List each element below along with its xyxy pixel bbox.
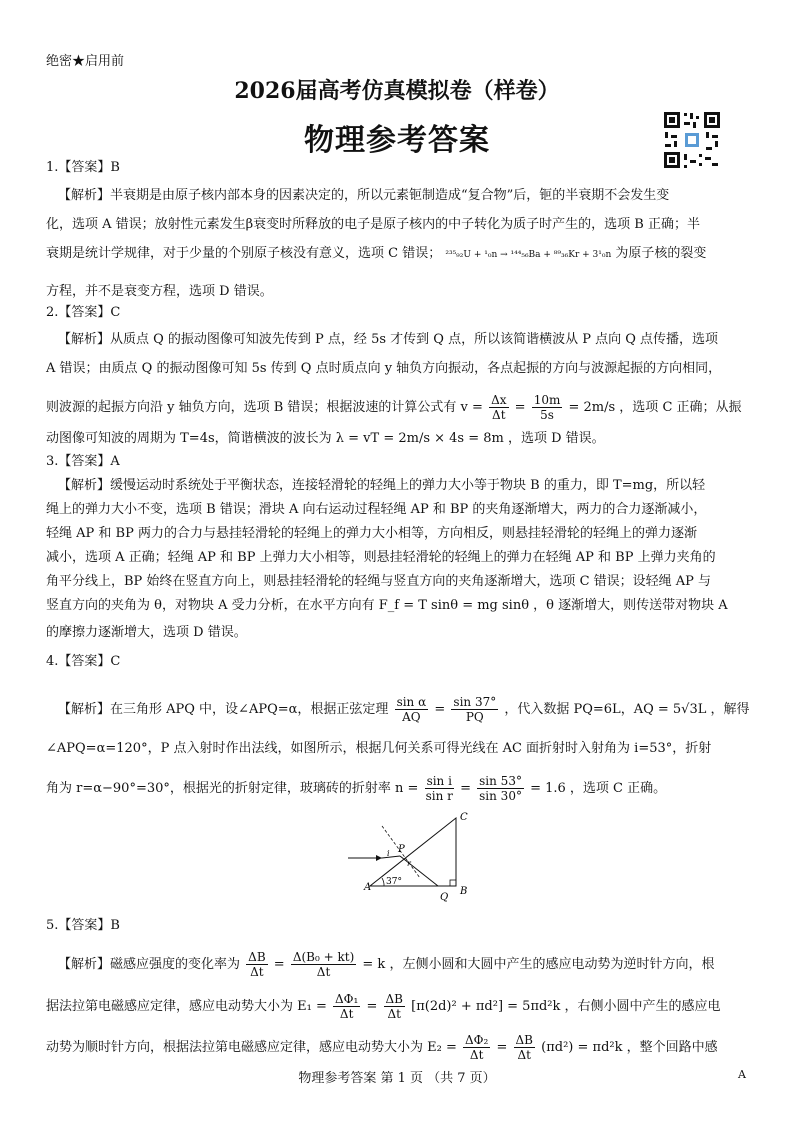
incident-ray-to-p (382, 856, 400, 858)
q4-line1-tail: ，代入数据 PQ=6L，AQ = 5√3L ，解得 (504, 702, 750, 717)
label-r: r (407, 859, 411, 868)
q4-fraction-sin37-pq (451, 695, 498, 724)
denominator: Δt (492, 408, 506, 422)
q4-fraction-sina-aq (395, 695, 429, 724)
q2-fraction-values (532, 393, 563, 422)
denominator: AQ (402, 710, 421, 724)
equals: = (514, 400, 526, 415)
q4-fraction-sini-sinr (425, 774, 454, 803)
q4-line3-text: 角为 r=α−90°=30°，根据光的折射定律，玻璃砖的折射率 n = (46, 781, 419, 796)
numerator: ΔB (385, 992, 403, 1006)
q4-line1 (58, 695, 756, 724)
q5-fraction-db-dt (246, 950, 267, 979)
denominator: Δt (517, 1048, 531, 1062)
label-q: Q (440, 892, 449, 902)
numerator: Δ(B₀ + kt) (292, 950, 355, 964)
q3-line2: 绳上的弹力大小不变，选项 B 错误；滑块 A 向右运动过程轻绳 AP 和 BP 的夹角逐渐增大，两力的合力逐渐减小， (46, 502, 707, 517)
q2-line1: 【解析】从质点 Q 的振动图像可知波先传到 P 点，经 5s 才传到 Q 点，所以该简谐横波从 P 点向 Q 点传播，选项 (58, 332, 718, 347)
label-c: C (460, 812, 468, 823)
numerator: sin α (396, 695, 427, 709)
numerator: ΔΦ₁ (335, 992, 359, 1006)
q5-fraction-b0kt-dt (291, 950, 356, 979)
numerator: ΔB (248, 950, 266, 964)
triangle-abc (370, 818, 456, 886)
equals: = (460, 781, 471, 796)
q2-line2: A 错误；由质点 Q 的振动图像可知 5s 传到 Q 点时质点向 y 轴负方向振动，各点起振的方向与波源起振的方向相同， (46, 361, 722, 376)
label-b: B (460, 886, 468, 897)
q3-answer: 3.【答案】A (46, 454, 120, 469)
numerator: ΔB (515, 1033, 533, 1047)
q4-line1-text: 【解析】在三角形 APQ 中，设∠APQ=α，根据正弦定理 (58, 702, 389, 717)
q3-line7: 的摩擦力逐渐增大，选项 D 错误。 (46, 625, 247, 640)
q5-fraction-db-dt-3 (514, 1033, 535, 1062)
q4-fraction-sin53-sin30 (477, 774, 524, 803)
denominator: Δt (387, 1007, 401, 1021)
label-a: A (364, 882, 372, 893)
q5-line1-text: 【解析】磁感应强度的变化率为 (58, 957, 241, 972)
exam-title: 2026届高考仿真模拟卷（样卷） (234, 78, 560, 104)
numerator: 10m (533, 393, 561, 407)
q4-line3 (46, 774, 744, 803)
denominator: sin r (425, 789, 453, 803)
q4-line3-tail: = 1.6 ，选项 C 正确。 (530, 781, 667, 796)
q4-line2: ∠APQ=α=120°，P 点入射时作出法线，如图所示，根据几何关系可得光线在 AC 面折射时入射角为 i=53°，折射 (46, 741, 712, 756)
q5-fraction-dphi1-dt (333, 992, 360, 1021)
q1-line3-text: 衰期是统计学规律，对于少量的个别原子核没有意义，选项 C 错误； (46, 246, 442, 261)
denominator: sin 30° (479, 789, 522, 803)
numerator: sin 53° (479, 774, 522, 788)
refracted-ray (400, 856, 438, 886)
q3-line6: 竖直方向的夹角为 θ，对物块 A 受力分析，在水平方向有 F_f = T sinθ = mg sinθ ，θ 逐渐增大，则传送带对物块 A (46, 598, 728, 613)
right-angle-mark (450, 880, 456, 886)
q1-line3-tail: 为原子核的裂变 (615, 246, 707, 261)
q4-answer: 4.【答案】C (46, 654, 121, 669)
numerator: sin i (426, 774, 452, 788)
denominator: Δt (250, 965, 264, 979)
numerator: sin 37° (453, 695, 497, 709)
page-footer: 物理参考答案 第 1 页 （共 7 页） (298, 1071, 496, 1086)
confidential-label: 绝密★启用前 (46, 54, 125, 69)
equals: = (273, 957, 285, 972)
denominator: Δt (339, 1007, 354, 1021)
q2-line3-tail: = 2m/s ，选项 C 正确；从振 (568, 400, 742, 415)
q1-line1: 【解析】半衰期是由原子核内部本身的因素决定的，所以元素钷制造成“复合物”后，钷的半衰期不会发生变 (58, 188, 670, 203)
numerator: Δx (491, 393, 507, 407)
q4-triangle-figure (340, 806, 480, 902)
q5-line1-tail: = k ，左侧小圆和大圆中产生的感应电动势为逆时针方向，根 (362, 957, 715, 972)
arrow-head-icon (376, 855, 382, 861)
q2-fraction-dx-dt (489, 393, 508, 422)
q2-line3-text: 则波源的起振方向沿 y 轴负方向，选项 B 错误；根据波速的计算公式有 v = (46, 400, 483, 415)
q2-answer: 2.【答案】C (46, 305, 121, 320)
q5-line2-text: 据法拉第电磁感应定律，感应电动势大小为 E₁ = (46, 999, 327, 1014)
q1-line3 (46, 245, 744, 264)
q2-line3 (46, 393, 744, 422)
denominator: 5s (540, 408, 554, 422)
label-p: P (398, 844, 405, 855)
q1-line4: 方程，并不是衰变方程，选项 D 错误。 (46, 284, 273, 299)
q5-line3-text: 动势为顺时针方向，根据法拉第电磁感应定律，感应电动势大小为 E₂ = (46, 1040, 457, 1055)
q1-answer: 1.【答案】B (46, 160, 120, 175)
q5-fraction-db-dt-2 (384, 992, 405, 1021)
q5-line2 (46, 992, 744, 1021)
equals: = (434, 702, 446, 717)
q5-line2-tail: [π(2d)² + πd²] = 5πd²k ，右侧小圆中产生的感应电 (411, 999, 721, 1014)
page-title: 物理参考答案 (304, 123, 490, 158)
angle-arc (382, 878, 384, 886)
q5-fraction-dphi2-dt (463, 1033, 490, 1062)
denominator: Δt (316, 965, 331, 979)
version-label: A (738, 1068, 746, 1081)
equals: = (496, 1040, 508, 1055)
q1-nuclear-equation: ²³⁵₉₂U + ¹₀n → ¹⁴⁴₅₆Ba + ⁸⁹₃₆Kr + 3¹₀n (445, 250, 612, 260)
equals: = (366, 999, 378, 1014)
q5-line3 (46, 1033, 744, 1062)
q3-line5: 角平分线上，BP 始终在竖直方向上，则悬挂轻滑轮的轻绳与竖直方向的夹角逐渐增大，选项 C 错误；设轻绳 AP 与 (46, 574, 712, 589)
q5-line1 (58, 950, 756, 979)
q5-answer: 5.【答案】B (46, 918, 120, 933)
q1-line2: 化，选项 A 错误；放射性元素发生β衰变时所释放的电子是原子核内的中子转化为质子时产生的，选项 B 正确；半 (46, 217, 700, 232)
label-37deg: 37° (386, 877, 402, 887)
q2-line4: 动图像可知波的周期为 T=4s，简谐横波的波长为 λ = vT = 2m/s × 4s = 8m ，选项 D 错误。 (46, 431, 605, 446)
numerator: ΔΦ₂ (465, 1033, 489, 1047)
q5-line3-tail: (πd²) = πd²k ，整个回路中感 (541, 1040, 718, 1055)
denominator: Δt (469, 1048, 484, 1062)
q3-line3: 轻绳 AP 和 BP 两力的合力与悬挂轻滑轮的轻绳上的弹力大小相等，方向相反，则悬挂轻滑轮的轻绳上的弹力逐渐 (46, 526, 697, 541)
q3-line1: 【解析】缓慢运动时系统处于平衡状态，连接轻滑轮的轻绳上的弹力大小等于物块 B 的重力，即 T=mg，所以轻 (58, 478, 706, 493)
label-i: i (387, 849, 390, 858)
denominator: PQ (465, 710, 484, 724)
q3-line4: 减小，选项 A 正确；轻绳 AP 和 BP 上弹力大小相等，则悬挂轻滑轮的轻绳上的弹力在轻绳 AP 和 BP 上弹力夹角的 (46, 550, 716, 565)
